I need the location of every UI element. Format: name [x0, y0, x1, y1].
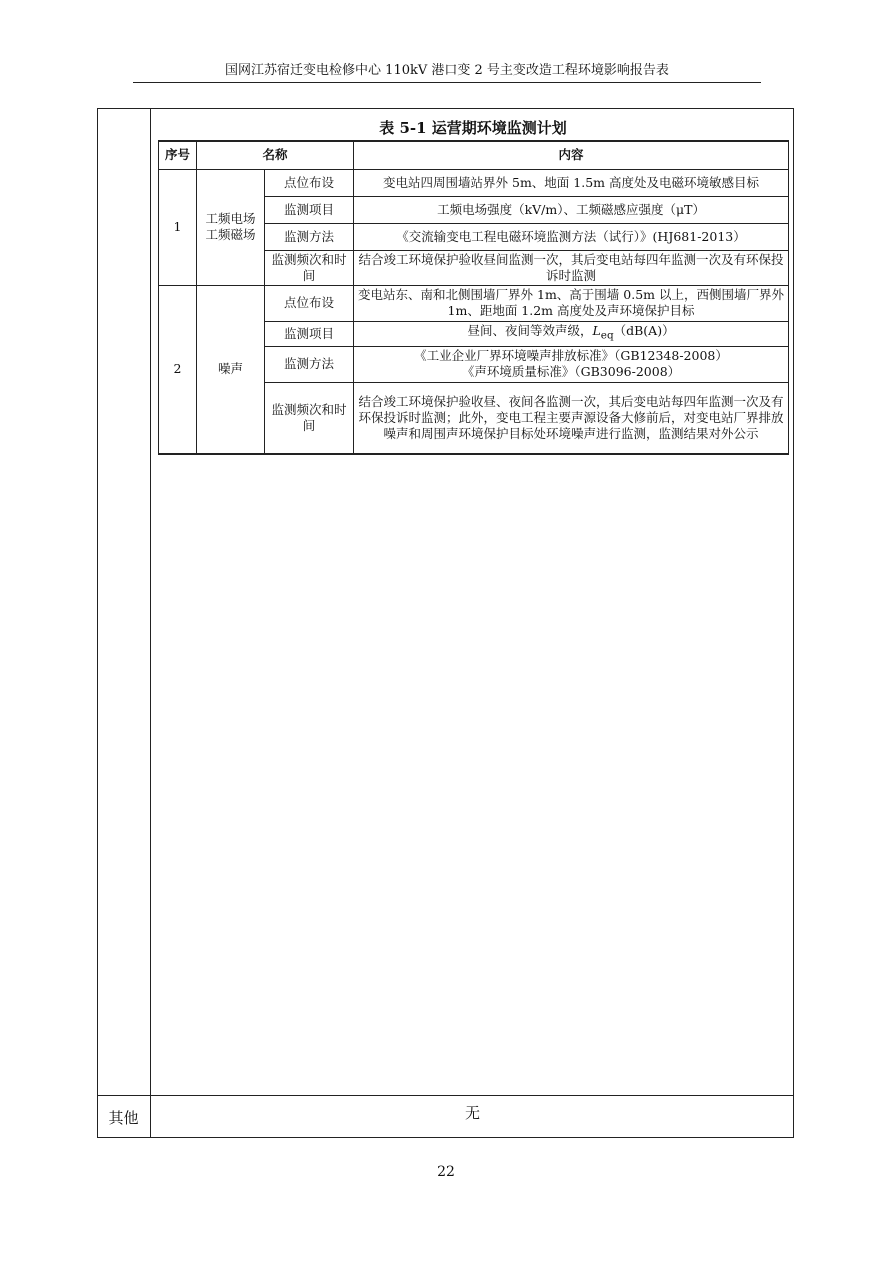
other-label: 其他 — [108, 1108, 139, 1127]
row-content: 变电站东、南和北侧围墙厂界外 1m、高于围墙 0.5m 以上，西侧围墙厂界外 1m、距地面 1.2m 高度处及声环境保护目标 — [354, 285, 789, 321]
table-header-row — [159, 141, 789, 169]
row-item: 监测方法 — [265, 346, 354, 382]
header-rule — [133, 82, 761, 83]
header-seq: 序号 — [159, 141, 197, 169]
group-seq: 2 — [159, 285, 197, 454]
running-header: 国网江苏宿迁变电检修中心 110kV 港口变 2 号主变改造工程环境影响报告表 — [225, 63, 669, 78]
row-content: 结合竣工环境保护验收昼间监测一次，其后变电站每四年监测一次及有环保投诉时监测 — [354, 250, 789, 285]
row-content — [354, 321, 789, 346]
row-content: 《交流输变电工程电磁环境监测方法（试行）》(HJ681-2013） — [354, 223, 789, 250]
table-row — [159, 169, 789, 196]
row-item: 监测项目 — [265, 321, 354, 346]
row-item: 监测频次和时间 — [265, 250, 354, 285]
row-item: 监测项目 — [265, 196, 354, 223]
header-name: 名称 — [197, 141, 354, 169]
row-content — [354, 346, 789, 382]
group-name — [197, 169, 265, 285]
left-column-divider — [150, 108, 151, 1138]
group-seq: 1 — [159, 169, 197, 285]
row-item: 监测频次和时间 — [265, 382, 354, 454]
row-item: 点位布设 — [265, 169, 354, 196]
header-content: 内容 — [354, 141, 789, 169]
page-number: 22 — [437, 1164, 455, 1180]
row-content: 结合竣工环境保护验收昼、夜间各监测一次，其后变电站每四年监测一次及有环保投诉时监测；此外，变电工程主要声源设备大修前后，对变电站厂界排放噪声和周围声环境保护目标处环境噪声进行监测，监测结果对外公示 — [354, 382, 789, 454]
row-item: 监测方法 — [265, 223, 354, 250]
leq-symbol: L — [592, 323, 601, 339]
group-name-line: 工频磁场 — [205, 227, 256, 242]
leq-subscript: eq — [600, 329, 614, 342]
table-row — [159, 285, 789, 321]
table-caption: 表 5-1 运营期环境监测计划 — [379, 119, 567, 137]
content-suffix: （dB(A)） — [613, 323, 675, 339]
row-content: 变电站四周围墙站界外 5m、地面 1.5m 高度处及电磁环境敏感目标 — [354, 169, 789, 196]
monitoring-plan-table — [158, 140, 789, 455]
group-name: 噪声 — [197, 285, 265, 454]
row-item: 点位布设 — [265, 285, 354, 321]
group-name-line: 工频电场 — [205, 211, 256, 226]
content-prefix: 昼间、夜间等效声级， — [467, 323, 593, 339]
other-value: 无 — [464, 1104, 480, 1122]
content-line: 《声环境质量标准》（GB3096-2008） — [461, 364, 681, 379]
row-content: 工频电场强度（kV/m）、工频磁感应强度（μT） — [354, 196, 789, 223]
content-line: 《工业企业厂界环境噪声排放标准》（GB12348-2008） — [414, 348, 728, 363]
